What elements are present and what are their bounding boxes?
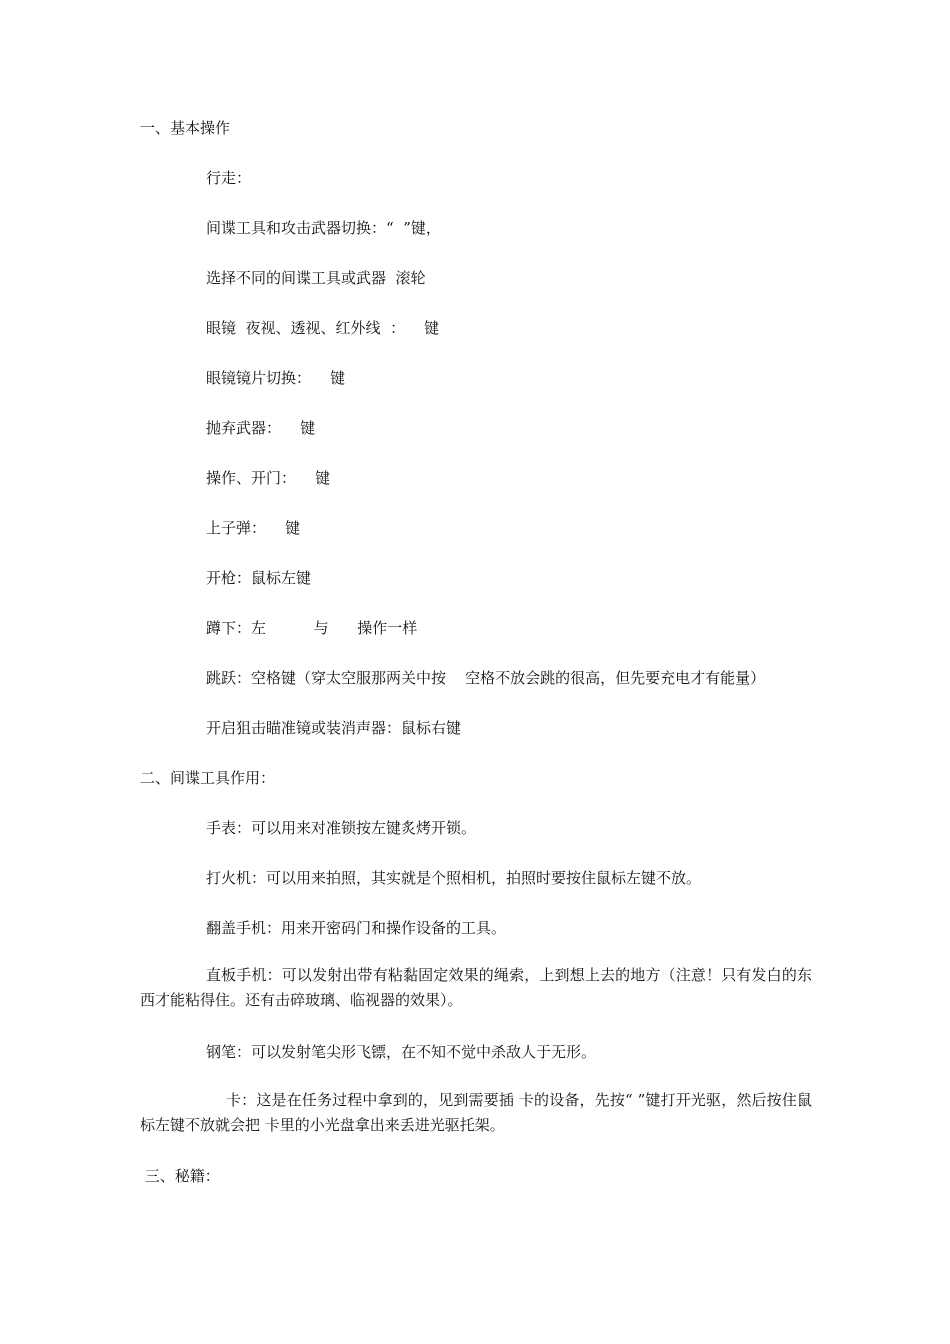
- section-heading-cheats: 三、秘籍：: [140, 1167, 220, 1185]
- list-item: 操作、开门： 键: [206, 469, 331, 487]
- section-heading-spy-tools: 二、间谍工具作用：: [140, 769, 276, 787]
- tool-paragraph: 钢笔：可以发射笔尖形飞镖，在不知不觉中杀敌人于无形。: [206, 1043, 597, 1061]
- section-heading-basic-ops: 一、基本操作: [140, 119, 231, 137]
- tool-paragraph: 手表：可以用来对准锁按左键炙烤开锁。: [206, 819, 477, 837]
- list-item: 抛弃武器： 键: [206, 419, 316, 437]
- list-item: 开枪：鼠标左键: [206, 569, 312, 587]
- list-item: 行走：: [206, 169, 252, 187]
- list-item: 蹲下：左 与 操作一样: [206, 619, 418, 637]
- tool-paragraph: 打火机：可以用来拍照，其实就是个照相机，拍照时要按住鼠标左键不放。: [206, 869, 702, 887]
- tool-paragraph: 卡：这是在任务过程中拿到的，见到需要插 卡的设备，先按“ ”键打开光驱，然后按住鼠标左键不放就会把 卡里的小光盘拿出来丢进光驱托架。: [140, 1091, 812, 1134]
- list-item: 上子弹： 键: [206, 519, 301, 537]
- list-item: 眼镜 夜视、透视、红外线 ： 键: [206, 319, 440, 337]
- list-item: 眼镜镜片切换： 键: [206, 369, 346, 387]
- list-item: 跳跃：空格键（穿太空服那两关中按 空格不放会跳的很高，但先要充电才有能量）: [206, 669, 766, 687]
- list-item: 间谍工具和攻击武器切换：“ ”键，: [206, 219, 441, 237]
- list-item: 选择不同的间谍工具或武器 滚轮: [206, 269, 426, 287]
- tool-paragraph: 翻盖手机：用来开密码门和操作设备的工具。: [206, 919, 507, 937]
- tool-paragraph: 直板手机：可以发射出带有粘黏固定效果的绳索，上到想上去的地方（注意！只有发白的东西才能粘得住。还有击碎玻璃、临视器的效果）。: [140, 966, 812, 1009]
- list-item: 开启狙击瞄准镜或装消声器：鼠标右键: [206, 719, 462, 737]
